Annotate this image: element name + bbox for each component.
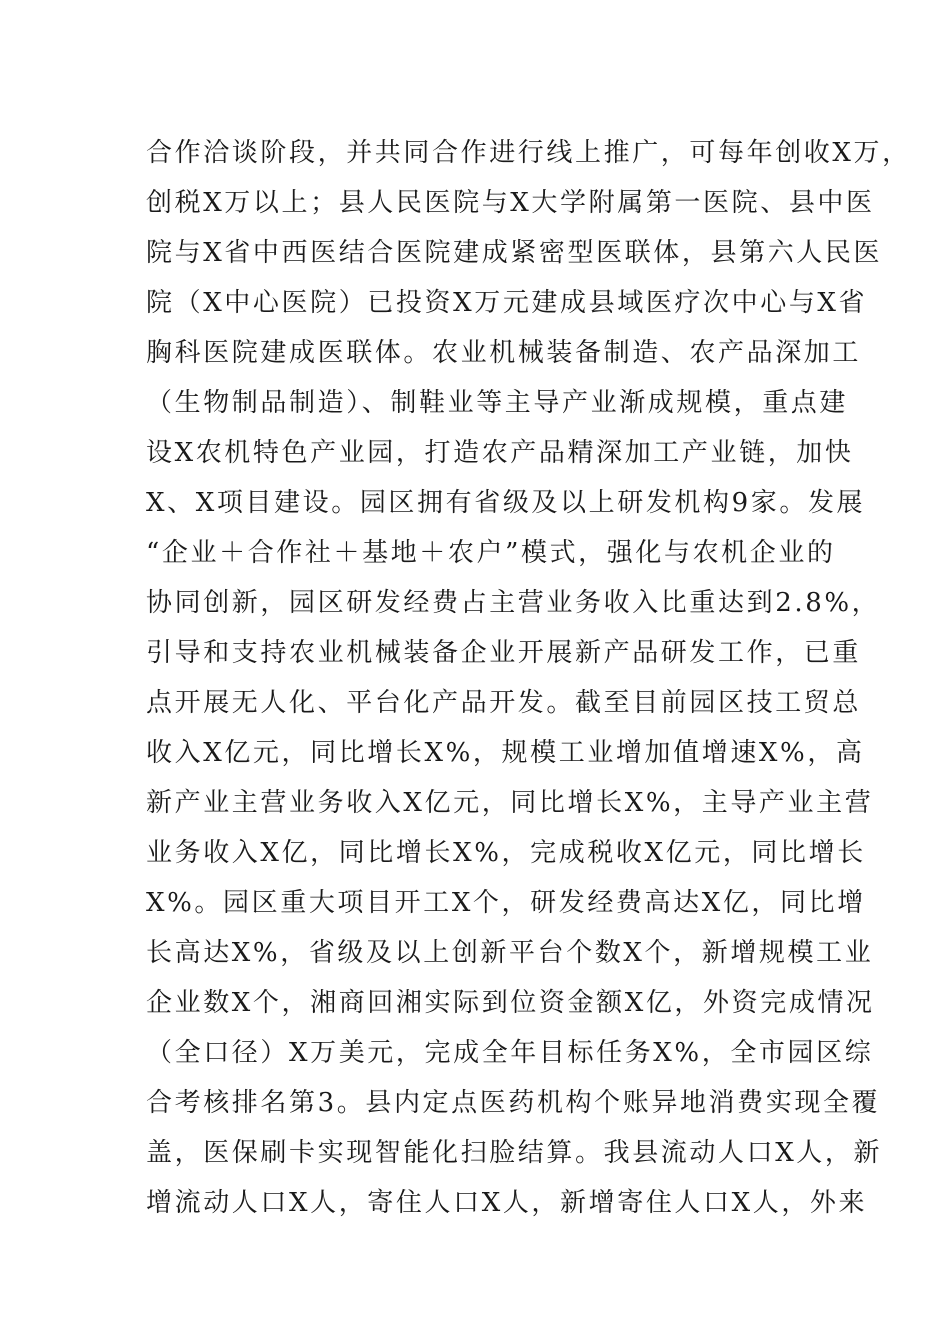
body-paragraph	[146, 128, 911, 1228]
text-line: 收入X亿元，同比增长X%，规模工业增加值增速X%，高	[146, 738, 865, 768]
text-line: 胸科医院建成医联体。农业机械装备制造、农产品深加工	[146, 338, 862, 368]
text-line: 院（X中心医院）已投资X万元建成县域医疗次中心与X省	[146, 288, 868, 318]
text-line: 增流动人口X人，寄住人口X人，新增寄住人口X人，外来	[146, 1188, 868, 1218]
text-line: 合考核排名第3。县内定点医药机构个账异地消费实现全覆	[146, 1088, 881, 1118]
text-line: “企业＋合作社＋基地＋农户”模式，强化与农机企业的	[146, 538, 836, 568]
text-line: 合作洽谈阶段，并共同合作进行线上推广，可每年创收X万，	[146, 138, 911, 168]
text-line: 协同创新，园区研发经费占主营业务收入比重达到2.8%，	[146, 588, 881, 618]
text-line: （全口径）X万美元，完成全年目标任务X%，全市园区综	[146, 1038, 874, 1068]
text-line: 院与X省中西医结合医院建成紧密型医联体，县第六人民医	[146, 238, 883, 268]
text-line: 业务收入X亿，同比增长X%，完成税收X亿元，同比增长	[146, 838, 866, 868]
text-line: 引导和支持农业机械装备企业开展新产品研发工作，已重	[146, 638, 862, 668]
text-line: 新产业主营业务收入X亿元，同比增长X%，主导产业主营	[146, 788, 874, 818]
text-line: X%。园区重大项目开工X个，研发经费高达X亿，同比增	[146, 888, 866, 918]
text-line: 设X农机特色产业园，打造农产品精深加工产业链，加快	[146, 438, 854, 468]
text-line: 创税X万以上；县人民医院与X大学附属第一医院、县中医	[146, 188, 875, 218]
text-line: X、X项目建设。园区拥有省级及以上研发机构9家。发展	[146, 488, 866, 518]
text-line: 点开展无人化、平台化产品开发。截至目前园区技工贸总	[146, 688, 862, 718]
text-line: （生物制品制造）、制鞋业等主导产业渐成规模，重点建	[146, 388, 849, 418]
text-line: 长高达X%，省级及以上创新平台个数X个，新增规模工业	[146, 938, 874, 968]
text-line: 企业数X个，湘商回湘实际到位资金额X亿，外资完成情况	[146, 988, 875, 1018]
text-line: 盖，医保刷卡实现智能化扫脸结算。我县流动人口X人，新	[146, 1138, 883, 1168]
